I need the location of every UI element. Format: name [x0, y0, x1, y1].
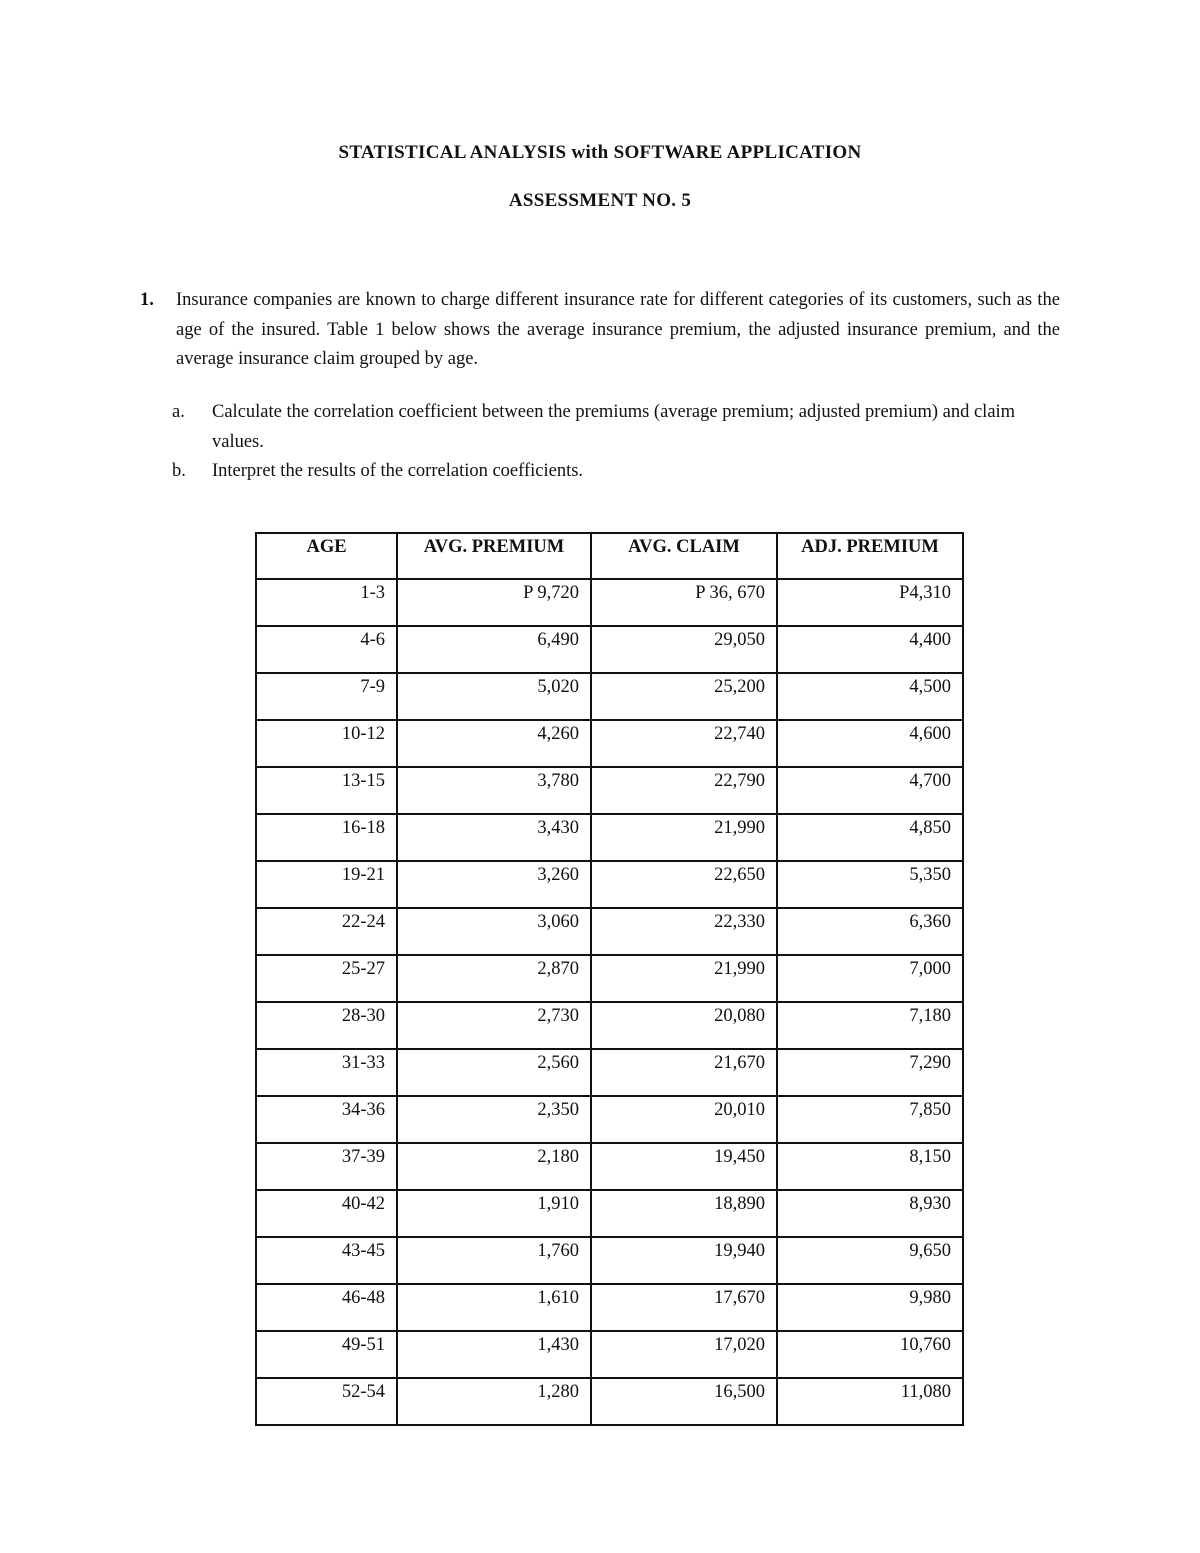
cell-avg-claim: 22,330: [591, 908, 777, 955]
table-row: [256, 1284, 963, 1331]
cell-adj-premium: 4,400: [777, 626, 963, 673]
subitem-text: Interpret the results of the correlation coefficients.: [212, 461, 584, 481]
table-row: [256, 1096, 963, 1143]
cell-avg-premium: 6,490: [397, 626, 591, 673]
cell-age: 16-18: [256, 814, 397, 861]
table-row: [256, 1237, 963, 1284]
cell-avg-premium: P 9,720: [397, 579, 591, 626]
cell-avg-claim: 17,020: [591, 1331, 777, 1378]
question-number: 1.: [140, 290, 154, 310]
subitem-letter: a.: [172, 402, 185, 422]
cell-avg-claim: 22,650: [591, 861, 777, 908]
table-row: [256, 720, 963, 767]
cell-avg-claim: P 36, 670: [591, 579, 777, 626]
cell-avg-premium: 2,870: [397, 955, 591, 1002]
cell-avg-premium: 3,260: [397, 861, 591, 908]
cell-age: 7-9: [256, 673, 397, 720]
cell-age: 34-36: [256, 1096, 397, 1143]
cell-avg-claim: 17,670: [591, 1284, 777, 1331]
cell-avg-claim: 19,450: [591, 1143, 777, 1190]
cell-adj-premium: 7,180: [777, 1002, 963, 1049]
table-row: [256, 908, 963, 955]
cell-adj-premium: 4,600: [777, 720, 963, 767]
cell-avg-premium: 2,560: [397, 1049, 591, 1096]
cell-adj-premium: 4,700: [777, 767, 963, 814]
cell-age: 37-39: [256, 1143, 397, 1190]
table-row: [256, 579, 963, 626]
cell-adj-premium: 11,080: [777, 1378, 963, 1425]
cell-age: 40-42: [256, 1190, 397, 1237]
document-title: STATISTICAL ANALYSIS with SOFTWARE APPLICATION: [338, 142, 862, 163]
table-row: [256, 626, 963, 673]
cell-adj-premium: 4,850: [777, 814, 963, 861]
subitem-text: Calculate the correlation coefficient between the premiums (average premium; adjusted premium) and claim values.: [212, 402, 1016, 452]
cell-adj-premium: 8,150: [777, 1143, 963, 1190]
cell-adj-premium: 7,850: [777, 1096, 963, 1143]
cell-avg-claim: 19,940: [591, 1237, 777, 1284]
cell-avg-claim: 21,670: [591, 1049, 777, 1096]
cell-age: 4-6: [256, 626, 397, 673]
table-row: [256, 1378, 963, 1425]
cell-avg-premium: 2,180: [397, 1143, 591, 1190]
table-row: [256, 767, 963, 814]
cell-adj-premium: 5,350: [777, 861, 963, 908]
cell-age: 1-3: [256, 579, 397, 626]
subitem-b: [172, 457, 1062, 487]
cell-age: 25-27: [256, 955, 397, 1002]
cell-avg-premium: 4,260: [397, 720, 591, 767]
assessment-number: ASSESSMENT NO. 5: [508, 190, 692, 211]
cell-avg-claim: 22,790: [591, 767, 777, 814]
cell-avg-claim: 21,990: [591, 955, 777, 1002]
question-subitems: [172, 398, 1062, 487]
cell-age: 46-48: [256, 1284, 397, 1331]
cell-age: 13-15: [256, 767, 397, 814]
cell-age: 22-24: [256, 908, 397, 955]
table-row: [256, 1143, 963, 1190]
cell-age: 43-45: [256, 1237, 397, 1284]
cell-adj-premium: 10,760: [777, 1331, 963, 1378]
cell-adj-premium: 8,930: [777, 1190, 963, 1237]
header-avg-premium: AVG. PREMIUM: [397, 533, 591, 579]
header-adj-premium: ADJ. PREMIUM: [777, 533, 963, 579]
cell-adj-premium: 7,290: [777, 1049, 963, 1096]
cell-age: 28-30: [256, 1002, 397, 1049]
question-text: Insurance companies are known to charge different insurance rate for different categories of its customers, such as the age of the insured. Table 1 below shows the average insurance premium, the adjusted insurance premium, and the average insurance claim grouped by age.: [176, 290, 1060, 369]
cell-age: 19-21: [256, 861, 397, 908]
cell-avg-premium: 3,780: [397, 767, 591, 814]
cell-avg-premium: 1,910: [397, 1190, 591, 1237]
table-row: [256, 861, 963, 908]
cell-avg-premium: 3,430: [397, 814, 591, 861]
cell-avg-claim: 22,740: [591, 720, 777, 767]
cell-avg-premium: 2,350: [397, 1096, 591, 1143]
cell-adj-premium: P4,310: [777, 579, 963, 626]
cell-age: 31-33: [256, 1049, 397, 1096]
header-avg-claim: AVG. CLAIM: [591, 533, 777, 579]
table-row: [256, 1331, 963, 1378]
cell-avg-claim: 18,890: [591, 1190, 777, 1237]
insurance-table: [255, 532, 964, 1426]
subitem-letter: b.: [172, 461, 186, 481]
table-row: [256, 673, 963, 720]
question-1: [140, 286, 1060, 375]
cell-avg-claim: 20,080: [591, 1002, 777, 1049]
table-row: [256, 1049, 963, 1096]
cell-adj-premium: 9,980: [777, 1284, 963, 1331]
cell-avg-claim: 29,050: [591, 626, 777, 673]
cell-avg-claim: 20,010: [591, 1096, 777, 1143]
cell-avg-premium: 2,730: [397, 1002, 591, 1049]
cell-age: 10-12: [256, 720, 397, 767]
cell-avg-claim: 16,500: [591, 1378, 777, 1425]
cell-avg-premium: 5,020: [397, 673, 591, 720]
cell-adj-premium: 6,360: [777, 908, 963, 955]
table-row: [256, 955, 963, 1002]
table-row: [256, 814, 963, 861]
cell-avg-claim: 21,990: [591, 814, 777, 861]
cell-avg-premium: 1,610: [397, 1284, 591, 1331]
subitem-a: [172, 398, 1062, 457]
cell-avg-premium: 3,060: [397, 908, 591, 955]
cell-adj-premium: 4,500: [777, 673, 963, 720]
table-row: [256, 1002, 963, 1049]
header-age: AGE: [256, 533, 397, 579]
table-header-row: [256, 533, 963, 579]
cell-adj-premium: 9,650: [777, 1237, 963, 1284]
cell-avg-premium: 1,430: [397, 1331, 591, 1378]
cell-adj-premium: 7,000: [777, 955, 963, 1002]
cell-avg-premium: 1,280: [397, 1378, 591, 1425]
cell-age: 49-51: [256, 1331, 397, 1378]
cell-avg-premium: 1,760: [397, 1237, 591, 1284]
cell-age: 52-54: [256, 1378, 397, 1425]
table-row: [256, 1190, 963, 1237]
cell-avg-claim: 25,200: [591, 673, 777, 720]
